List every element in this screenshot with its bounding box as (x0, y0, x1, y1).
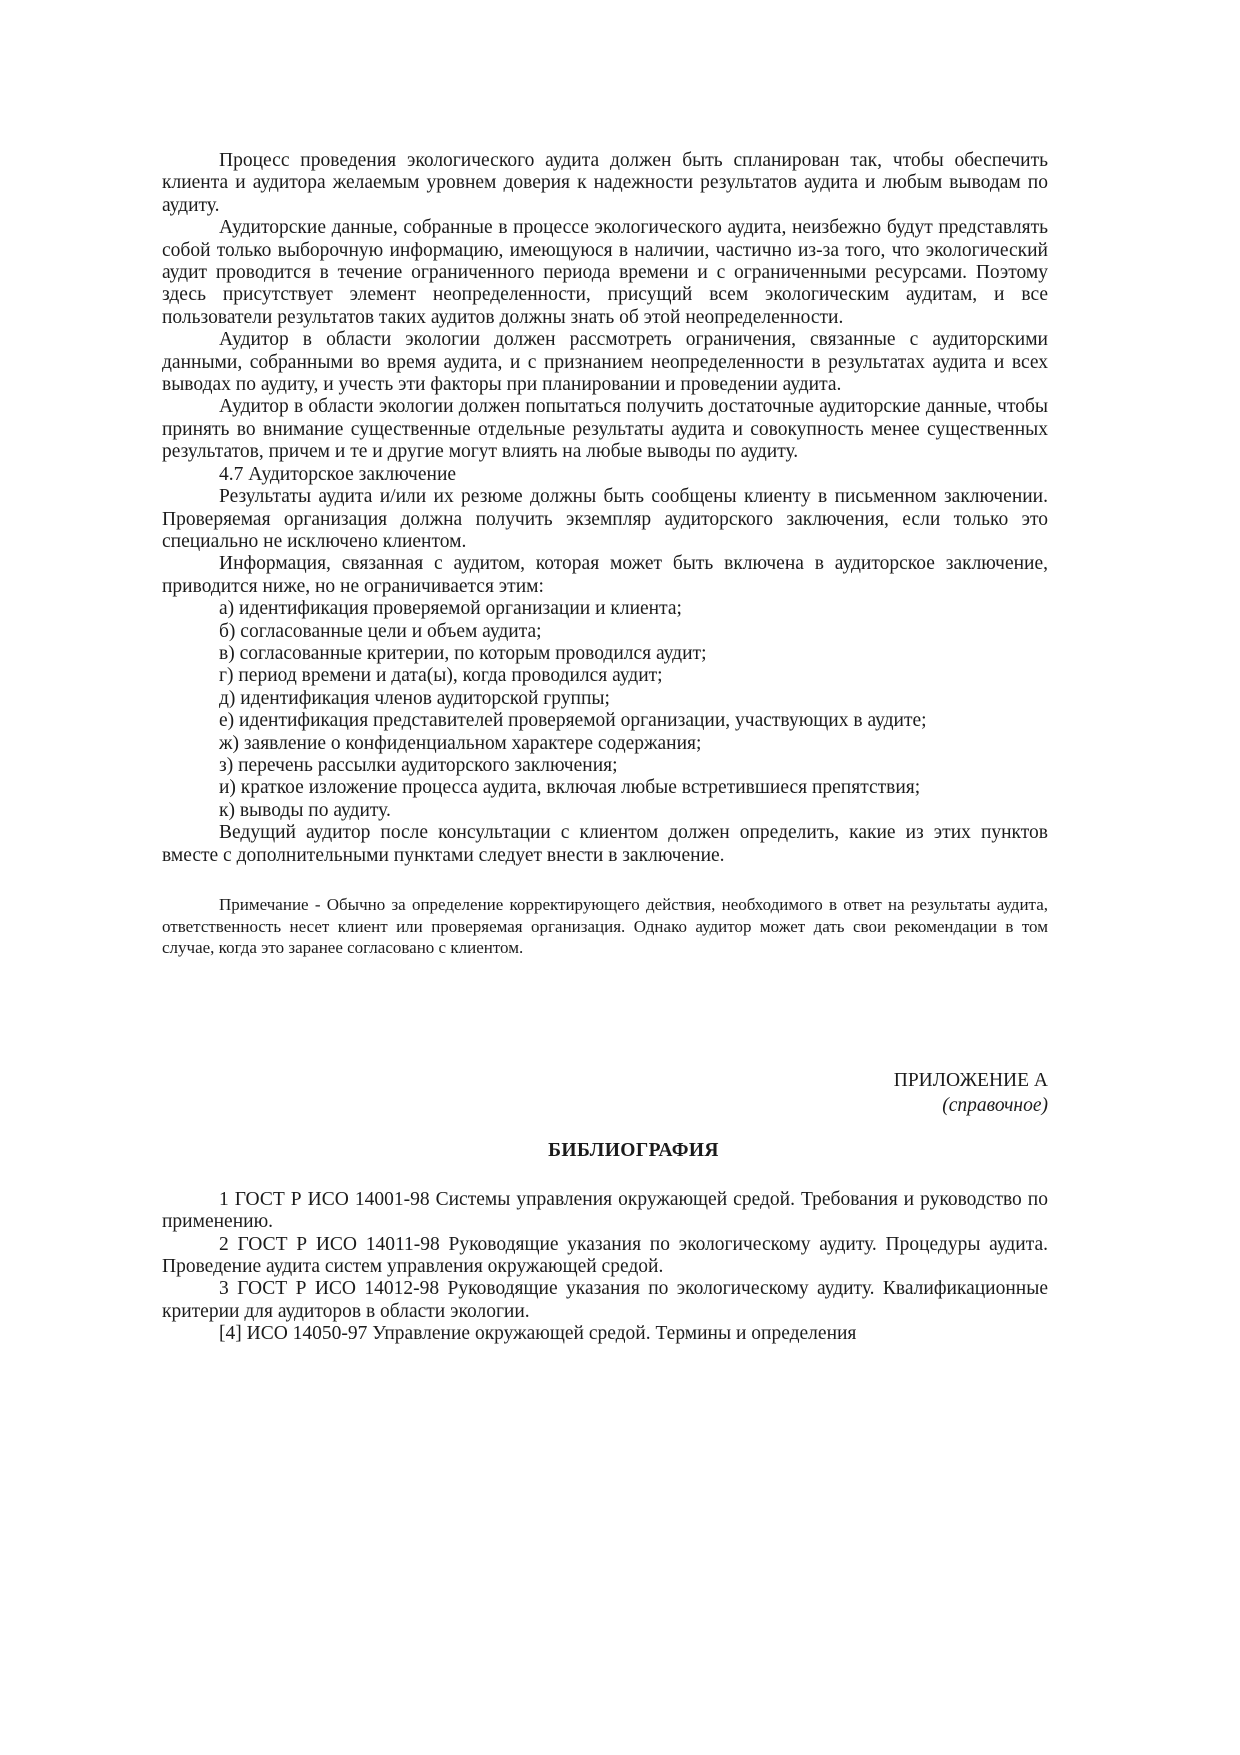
section-heading-4-7: 4.7 Аудиторское заключение (219, 463, 457, 485)
audit-report-items-list (162, 598, 1048, 822)
list-item: з) перечень рассылки аудиторского заключения; (219, 754, 618, 776)
paragraph: Аудитор в области экологии должен попытаться получить достаточные аудиторские данные, чтобы принять во внимание существенные отдельные результаты аудита и совокупность менее существенных результатов, причем и те и другие могут влиять на любые выводы по аудиту. (162, 396, 1048, 463)
appendix-block (162, 1068, 1048, 1118)
list-item: а) идентификация проверяемой организации и клиента; (219, 598, 682, 620)
list-item: д) идентификация членов аудиторской группы; (219, 687, 610, 709)
list-item: к) выводы по аудиту. (219, 799, 391, 821)
bibliography-entry: 2 ГОСТ Р ИСО 14011-98 Руководящие указания по экологическому аудиту. Процедуры аудита. Проведение аудита систем управления окружающей средой. (162, 1233, 1048, 1277)
bibliography-entry: [4] ИСО 14050-97 Управление окружающей средой. Термины и определения (219, 1323, 857, 1345)
list-item: и) краткое изложение процесса аудита, включая любые встретившиеся препятствия; (219, 777, 921, 799)
paragraph: Информация, связанная с аудитом, которая может быть включена в аудиторское заключение, приводится ниже, но не ограничивается этим: (162, 553, 1048, 597)
list-item: в) согласованные критерии, по которым проводился аудит; (219, 642, 707, 664)
list-item: б) согласованные цели и объем аудита; (219, 620, 542, 642)
bibliography-entry: 3 ГОСТ Р ИСО 14012-98 Руководящие указания по экологическому аудиту. Квалификационные критерии для аудиторов в области экологии. (162, 1278, 1048, 1322)
appendix-title: ПРИЛОЖЕНИЕ А (893, 1069, 1048, 1091)
paragraph: Процесс проведения экологического аудита должен быть спланирован так, чтобы обеспечить клиента и аудитора желаемым уровнем доверия к надежности результатов аудита и любым выводам по аудиту. (162, 150, 1048, 216)
list-item: г) период времени и дата(ы), когда проводился аудит; (219, 665, 663, 687)
paragraph: Результаты аудита и/или их резюме должны быть сообщены клиенту в письменном заключении. Проверяемая организация должна получить экземпляр аудиторского заключения, если только это специально не исключено клиентом. (162, 486, 1048, 552)
appendix-subtitle: (справочное) (942, 1094, 1048, 1116)
body-text-block (162, 150, 1048, 1346)
paragraph: Ведущий аудитор после консультации с клиентом должен определить, какие из этих пунктов вместе с дополнительными пунктами следует внести в заключение. (162, 822, 1048, 866)
list-item: ж) заявление о конфиденциальном характере содержания; (219, 732, 702, 754)
bibliography-heading: БИБЛИОГРАФИЯ (548, 1139, 719, 1161)
note-text: Примечание - Обычно за определение корректирующего действия, необходимого в ответ на результаты аудита, ответственность несет клиент или проверяемая организация. Однако аудитор может дать свои рекомендации в том случае, когда это заранее согласовано с клиентом. (162, 895, 1048, 958)
bibliography-list (162, 1189, 1048, 1346)
bibliography-entry: 1 ГОСТ Р ИСО 14001-98 Системы управления окружающей средой. Требования и руководство по применению. (162, 1188, 1048, 1233)
list-item: е) идентификация представителей проверяемой организации, участвующих в аудите; (219, 710, 927, 732)
paragraph: Аудитор в области экологии должен рассмотреть ограничения, связанные с аудиторскими данными, собранными во время аудита, и с признанием неопределенности в результатах аудита и всех выводах по аудиту, и учесть эти факторы при планировании и проведении аудита. (162, 329, 1048, 396)
paragraph: Аудиторские данные, собранные в процессе экологического аудита, неизбежно будут представлять собой только выборочную информацию, имеющуюся в наличии, частично из-за того, что экологический аудит проводится в течение ограниченного периода времени и с ограниченными ресурсами. Поэтому здесь присутствует элемент неопределенности, присущий всем экологическим аудитам, и все пользователи результатов таких аудитов должны знать об этой неопределенности. (162, 217, 1048, 328)
